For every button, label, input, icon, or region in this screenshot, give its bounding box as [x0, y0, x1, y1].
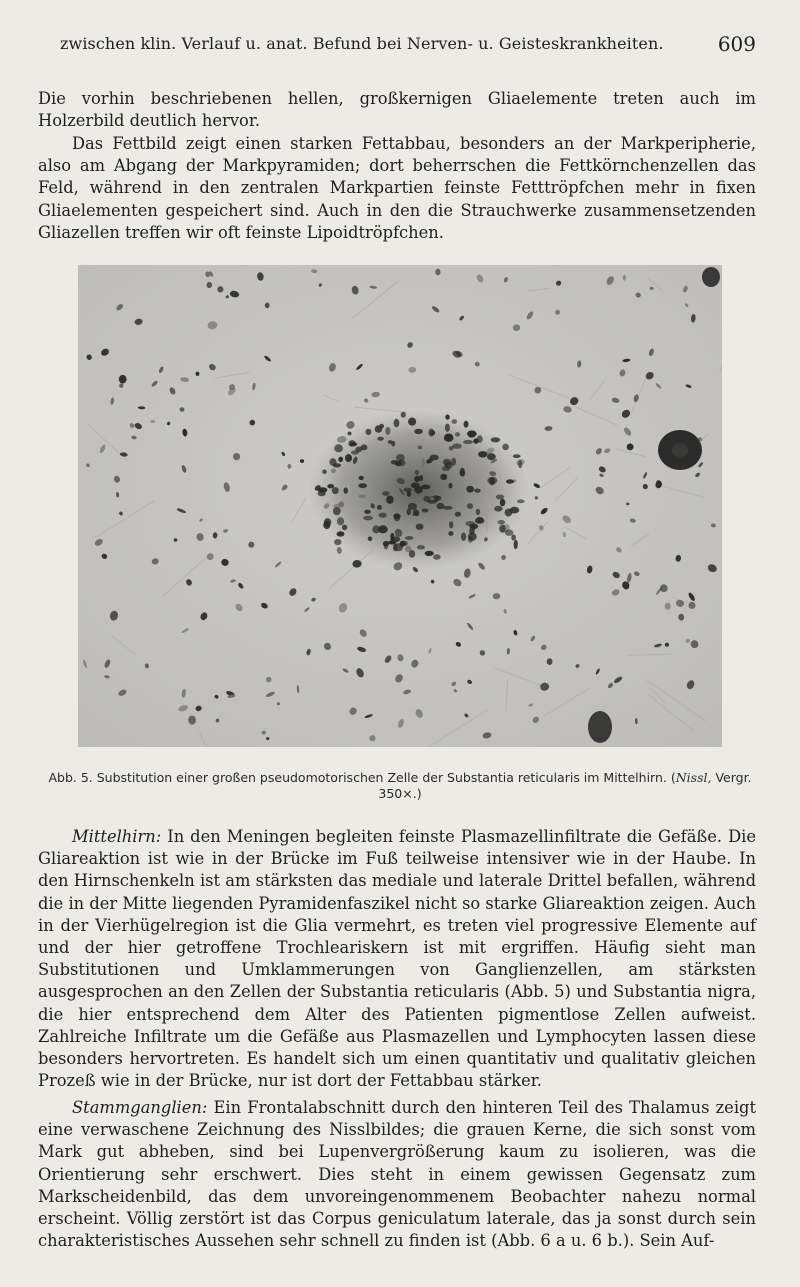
cell-nucleus — [337, 531, 345, 536]
cell-nucleus — [323, 521, 330, 529]
cell-nucleus — [416, 524, 424, 530]
page-number: 609 — [717, 32, 756, 56]
cell-nucleus — [455, 512, 461, 517]
cell-nucleus — [445, 424, 450, 432]
cell-nucleus — [467, 430, 477, 437]
cell-nucleus — [331, 468, 336, 473]
cell-nucleus — [344, 487, 348, 493]
cell-nucleus — [386, 496, 394, 504]
cell-nucleus — [379, 513, 387, 518]
cell-nucleus — [342, 525, 347, 531]
cell-nucleus — [474, 489, 481, 493]
running-header-title: zwischen klin. Verlauf u. anat. Befund bei Nerven- u. Geisteskrankheiten. — [60, 34, 664, 53]
cell-nucleus — [506, 479, 514, 483]
cell-nucleus — [626, 503, 629, 506]
caption-stain: Nissl, — [675, 770, 712, 785]
cell-nucleus — [445, 462, 453, 469]
cell-nucleus — [452, 419, 458, 424]
cell-nucleus — [411, 483, 420, 489]
cell-nucleus — [489, 478, 495, 486]
paragraph-text: In den Meningen begleiten feinste Plasmazellinfiltrate die Gefäße. Die Gliareaktion ist wie in der Brücke im Fuß teilweise intensiver wie in der Haube. In den Hirnschenkeln ist am stärksten das mediale und laterale Drittel befallen, während die in der Mitte liegenden Pyramidenfaszikel nicht so starke Gliareaktion zeigen. Auch in der Vierhügelregion ist die Glia vermehrt, es treten viel progressive Elemente auf und der hier getroffene Trochleariskern ist mit ergriffen. Häufig sieht man Substitutionen und Umklammerungen von Ganglienzellen, am stärksten ausgesprochen an den Zellen der Substantia reticularis (Abb. 5) und Substantia nigra, die hier entsprechend dem Alter des Patienten pigmentlose Zellen aufweist. Zahlreiche Infiltrate um die Gefäße aus Plasmazellen und Lymphocyten lassen diese besonders hervortreten. Es handelt sich um einen quantitativ und qualitativ gleichen Prozeß wie in der Brücke, nur ist dort der Fettabbau stärker. — [38, 827, 756, 1091]
cell-nucleus — [455, 432, 460, 436]
cell-nucleus — [327, 484, 334, 488]
ganglion-cell — [588, 711, 612, 743]
cell-nucleus — [468, 536, 473, 543]
cell-nucleus — [500, 499, 506, 507]
cell-nucleus — [444, 434, 454, 442]
cell-nucleus — [443, 506, 453, 510]
paragraph-text: Das Fettbild zeigt einen starken Fettabbau, besonders an der Markperipherie, also am Abgang der Markpyramiden; dort beherrschen die Fettkörnchenzellen das Feld, während in den zentralen Markpartien feinste Fetttröpfchen mehr in fixen Gliaelementen gespeichert sind. Auch in den die Strauchwerke zusammensetzenden Gliazellen treffen wir oft feinste Lipoidtröpfchen. — [38, 134, 756, 242]
cell-nucleus — [428, 429, 434, 437]
cell-nucleus — [476, 517, 484, 523]
cell-nucleus — [363, 516, 373, 521]
cell-nucleus — [452, 443, 462, 448]
paragraph-text: Ein Frontalabschnitt durch den hinteren Teil des Thalamus zeigt eine verwaschene Zeichnung des Nisslbildes; die grauen Kerne, die sich sonst vom Mark gut abheben, sind bei Lupenvergrößerung kaum zu isolieren, was die Orientierung sehr erschwert. Dies steht in einem gewissen Gegensatz zum Markscheidenbild, das dem unvoreingenommenem Beobachter nahezu normal erscheint. Völlig zerstört ist das Corpus geniculatum laterale, das ja sonst durch sein charakteristisches Aussehen sehr schnell zu finden ist (Abb. 6 a u. 6 b.). Sein Auf- — [38, 1098, 756, 1251]
ganglion-cell-nucleus — [672, 443, 688, 457]
cell-nucleus — [425, 551, 434, 556]
cell-nucleus — [407, 491, 411, 497]
cell-nucleus — [408, 418, 416, 426]
cell-nucleus — [463, 440, 473, 444]
cell-nucleus — [502, 444, 509, 451]
cell-nucleus — [422, 508, 429, 512]
cell-nucleus — [427, 500, 436, 504]
cell-nucleus — [487, 453, 496, 460]
cell-nucleus — [419, 475, 423, 481]
cell-nucleus — [403, 488, 412, 492]
cell-nucleus — [332, 487, 339, 494]
cell-nucleus — [414, 429, 423, 434]
paragraph-fettbild — [38, 133, 756, 244]
ganglion-cell — [702, 267, 720, 287]
cell-nucleus — [518, 460, 522, 468]
cell-nucleus — [408, 503, 417, 510]
cell-nucleus — [435, 496, 441, 501]
cell-nucleus — [445, 414, 450, 419]
cell-nucleus — [460, 470, 466, 477]
cell-nucleus — [433, 554, 441, 559]
cell-nucleus — [337, 517, 344, 525]
micrograph-figure — [78, 265, 722, 747]
cell-nucleus — [430, 455, 439, 461]
cell-nucleus — [334, 444, 343, 452]
cell-nucleus — [359, 476, 364, 480]
cell-nucleus — [466, 486, 474, 493]
cell-nucleus — [338, 457, 343, 463]
paragraph-lead: Mittelhirn: — [72, 827, 162, 846]
cell-nucleus — [334, 539, 341, 545]
cell-nucleus — [382, 491, 389, 496]
cell-nucleus — [394, 516, 400, 522]
cell-nucleus — [365, 429, 371, 435]
cell-nucleus — [345, 454, 352, 462]
cell-nucleus — [385, 427, 390, 435]
cell-nucleus — [391, 441, 395, 447]
cell-nucleus — [377, 505, 382, 510]
paragraph-stammganglien — [38, 1097, 756, 1252]
cell-nucleus — [333, 463, 341, 467]
cell-nucleus — [318, 491, 326, 497]
cell-nucleus — [477, 435, 483, 443]
cell-nucleus — [355, 447, 362, 453]
cell-nucleus — [390, 533, 394, 541]
cell-nucleus — [150, 420, 155, 422]
cell-nucleus — [491, 437, 501, 442]
cell-nucleus — [464, 421, 469, 428]
running-header — [38, 34, 756, 62]
cell-nucleus — [383, 541, 389, 546]
cell-nucleus — [498, 520, 505, 524]
cell-nucleus — [440, 474, 447, 480]
cell-nucleus — [465, 521, 475, 526]
cell-nucleus — [395, 461, 402, 466]
cell-nucleus — [349, 442, 357, 446]
cell-nucleus — [322, 469, 327, 474]
paragraph-lead: Stammganglien: — [72, 1098, 208, 1117]
cell-nucleus — [379, 424, 384, 429]
cell-nucleus — [405, 536, 414, 540]
cell-nucleus — [467, 503, 473, 509]
cell-nucleus — [449, 521, 453, 528]
caption-text: Abb. 5. Substitution einer großen pseudomotorischen Zelle der Substantia reticularis im Mittelhirn. ( — [48, 770, 676, 785]
cell-nucleus — [513, 454, 521, 458]
cell-nucleus — [418, 446, 423, 450]
paragraph-holzer — [38, 88, 756, 132]
paragraph-text: Die vorhin beschriebenen hellen, großkernigen Gliaelemente treten auch im Holzerbild deutlich hervor. — [38, 89, 756, 131]
caption-magnification: Vergr. 350×.) — [378, 770, 752, 801]
cell-nucleus — [505, 530, 514, 536]
cell-nucleus — [358, 483, 367, 488]
cell-nucleus — [368, 536, 373, 541]
cell-nucleus — [333, 507, 341, 515]
cell-nucleus — [494, 506, 502, 512]
cell-nucleus — [448, 483, 452, 489]
cell-nucleus — [378, 525, 388, 533]
cell-nucleus — [476, 509, 481, 515]
cell-nucleus — [394, 419, 400, 428]
micrograph-image — [78, 265, 722, 747]
cell-nucleus — [394, 543, 403, 551]
figure-caption — [44, 770, 756, 802]
cell-nucleus — [517, 499, 525, 503]
cell-nucleus — [478, 451, 487, 457]
cell-nucleus — [409, 550, 415, 558]
cell-nucleus — [499, 525, 506, 533]
cell-nucleus — [448, 531, 453, 536]
cell-nucleus — [377, 437, 383, 441]
cell-nucleus — [417, 545, 425, 549]
cell-nucleus — [505, 509, 513, 517]
cell-nucleus — [415, 470, 419, 475]
cell-nucleus — [364, 510, 371, 514]
paragraph-mittelhirn — [38, 826, 756, 1092]
cell-nucleus — [461, 533, 466, 541]
cell-nucleus — [348, 432, 352, 436]
cell-nucleus — [401, 412, 406, 418]
cell-nucleus — [437, 503, 445, 510]
